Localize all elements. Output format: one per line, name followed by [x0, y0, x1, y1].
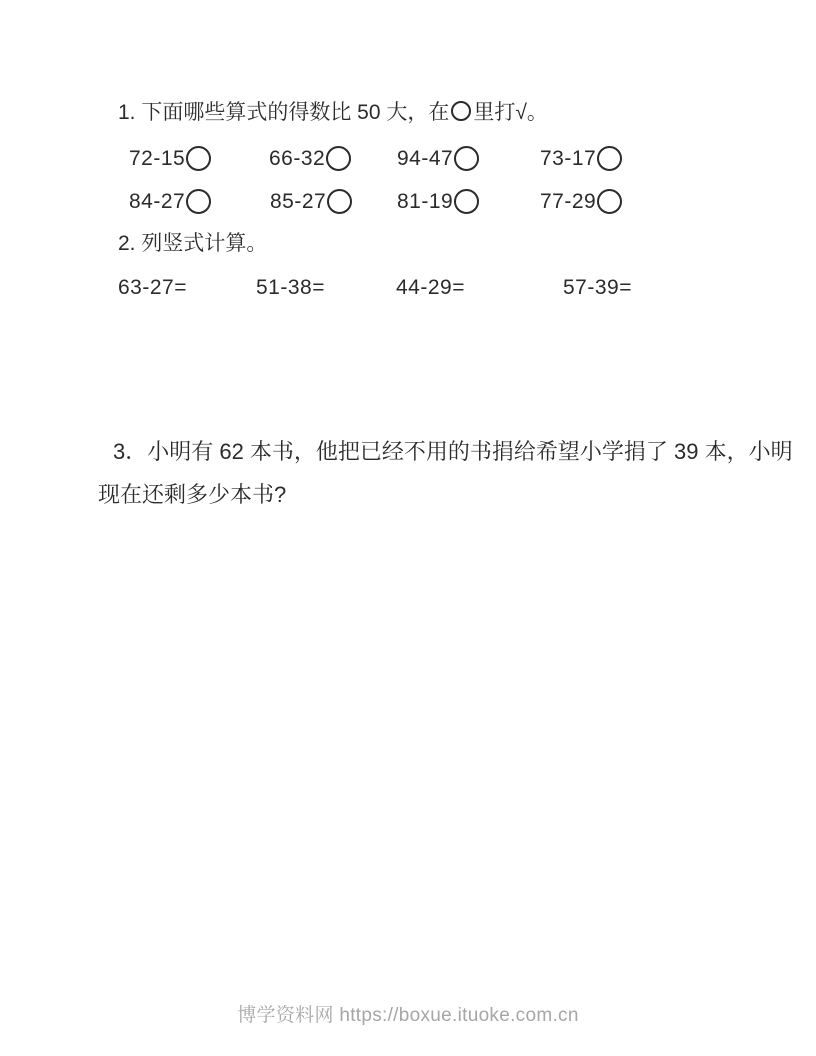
expression-item	[269, 146, 351, 172]
expression-text: 66-32	[269, 147, 326, 170]
answer-circle-icon	[454, 189, 479, 214]
question-3-line-2: 现在还剩多少本书?	[98, 482, 287, 507]
expression-item	[129, 146, 211, 172]
answer-circle-icon	[454, 146, 479, 171]
footer-watermark: 博学资料网 https://boxue.ituoke.com.cn	[237, 1005, 579, 1026]
expression-item	[540, 189, 622, 215]
equation-text: 63-27=	[118, 276, 187, 299]
expression-item	[540, 146, 622, 172]
answer-circle-icon	[186, 146, 211, 171]
expression-text: 77-29	[540, 190, 597, 213]
question-1-title-text-after: 里打√。	[473, 101, 548, 124]
equation-text: 44-29=	[396, 276, 465, 299]
answer-circle-icon	[326, 146, 351, 171]
question-1-row-2	[0, 189, 816, 219]
circle-icon	[451, 101, 471, 121]
answer-circle-icon	[327, 189, 352, 214]
equation-text: 57-39=	[563, 276, 632, 299]
expression-item	[397, 146, 479, 172]
expression-item	[397, 189, 479, 215]
question-3-line-1: 3．小明有 62 本书，他把已经不用的书捐给希望小学捐了 39 本，小明	[113, 439, 793, 464]
answer-circle-icon	[186, 189, 211, 214]
expression-text: 73-17	[540, 147, 597, 170]
answer-circle-icon	[597, 146, 622, 171]
expression-text: 72-15	[129, 147, 186, 170]
question-1-title	[118, 100, 548, 126]
question-2-title: 2. 列竖式计算。	[118, 232, 268, 255]
expression-item	[129, 189, 211, 215]
expression-text: 84-27	[129, 190, 186, 213]
question-1-title-text-before: 1. 下面哪些算式的得数比 50 大，在	[118, 101, 450, 124]
expression-text: 85-27	[270, 190, 327, 213]
question-1-row-1	[0, 146, 816, 176]
question-2-equations-row	[0, 275, 816, 305]
answer-circle-icon	[597, 189, 622, 214]
expression-item	[270, 189, 352, 215]
expression-text: 81-19	[397, 190, 454, 213]
equation-text: 51-38=	[256, 276, 325, 299]
expression-text: 94-47	[397, 147, 454, 170]
